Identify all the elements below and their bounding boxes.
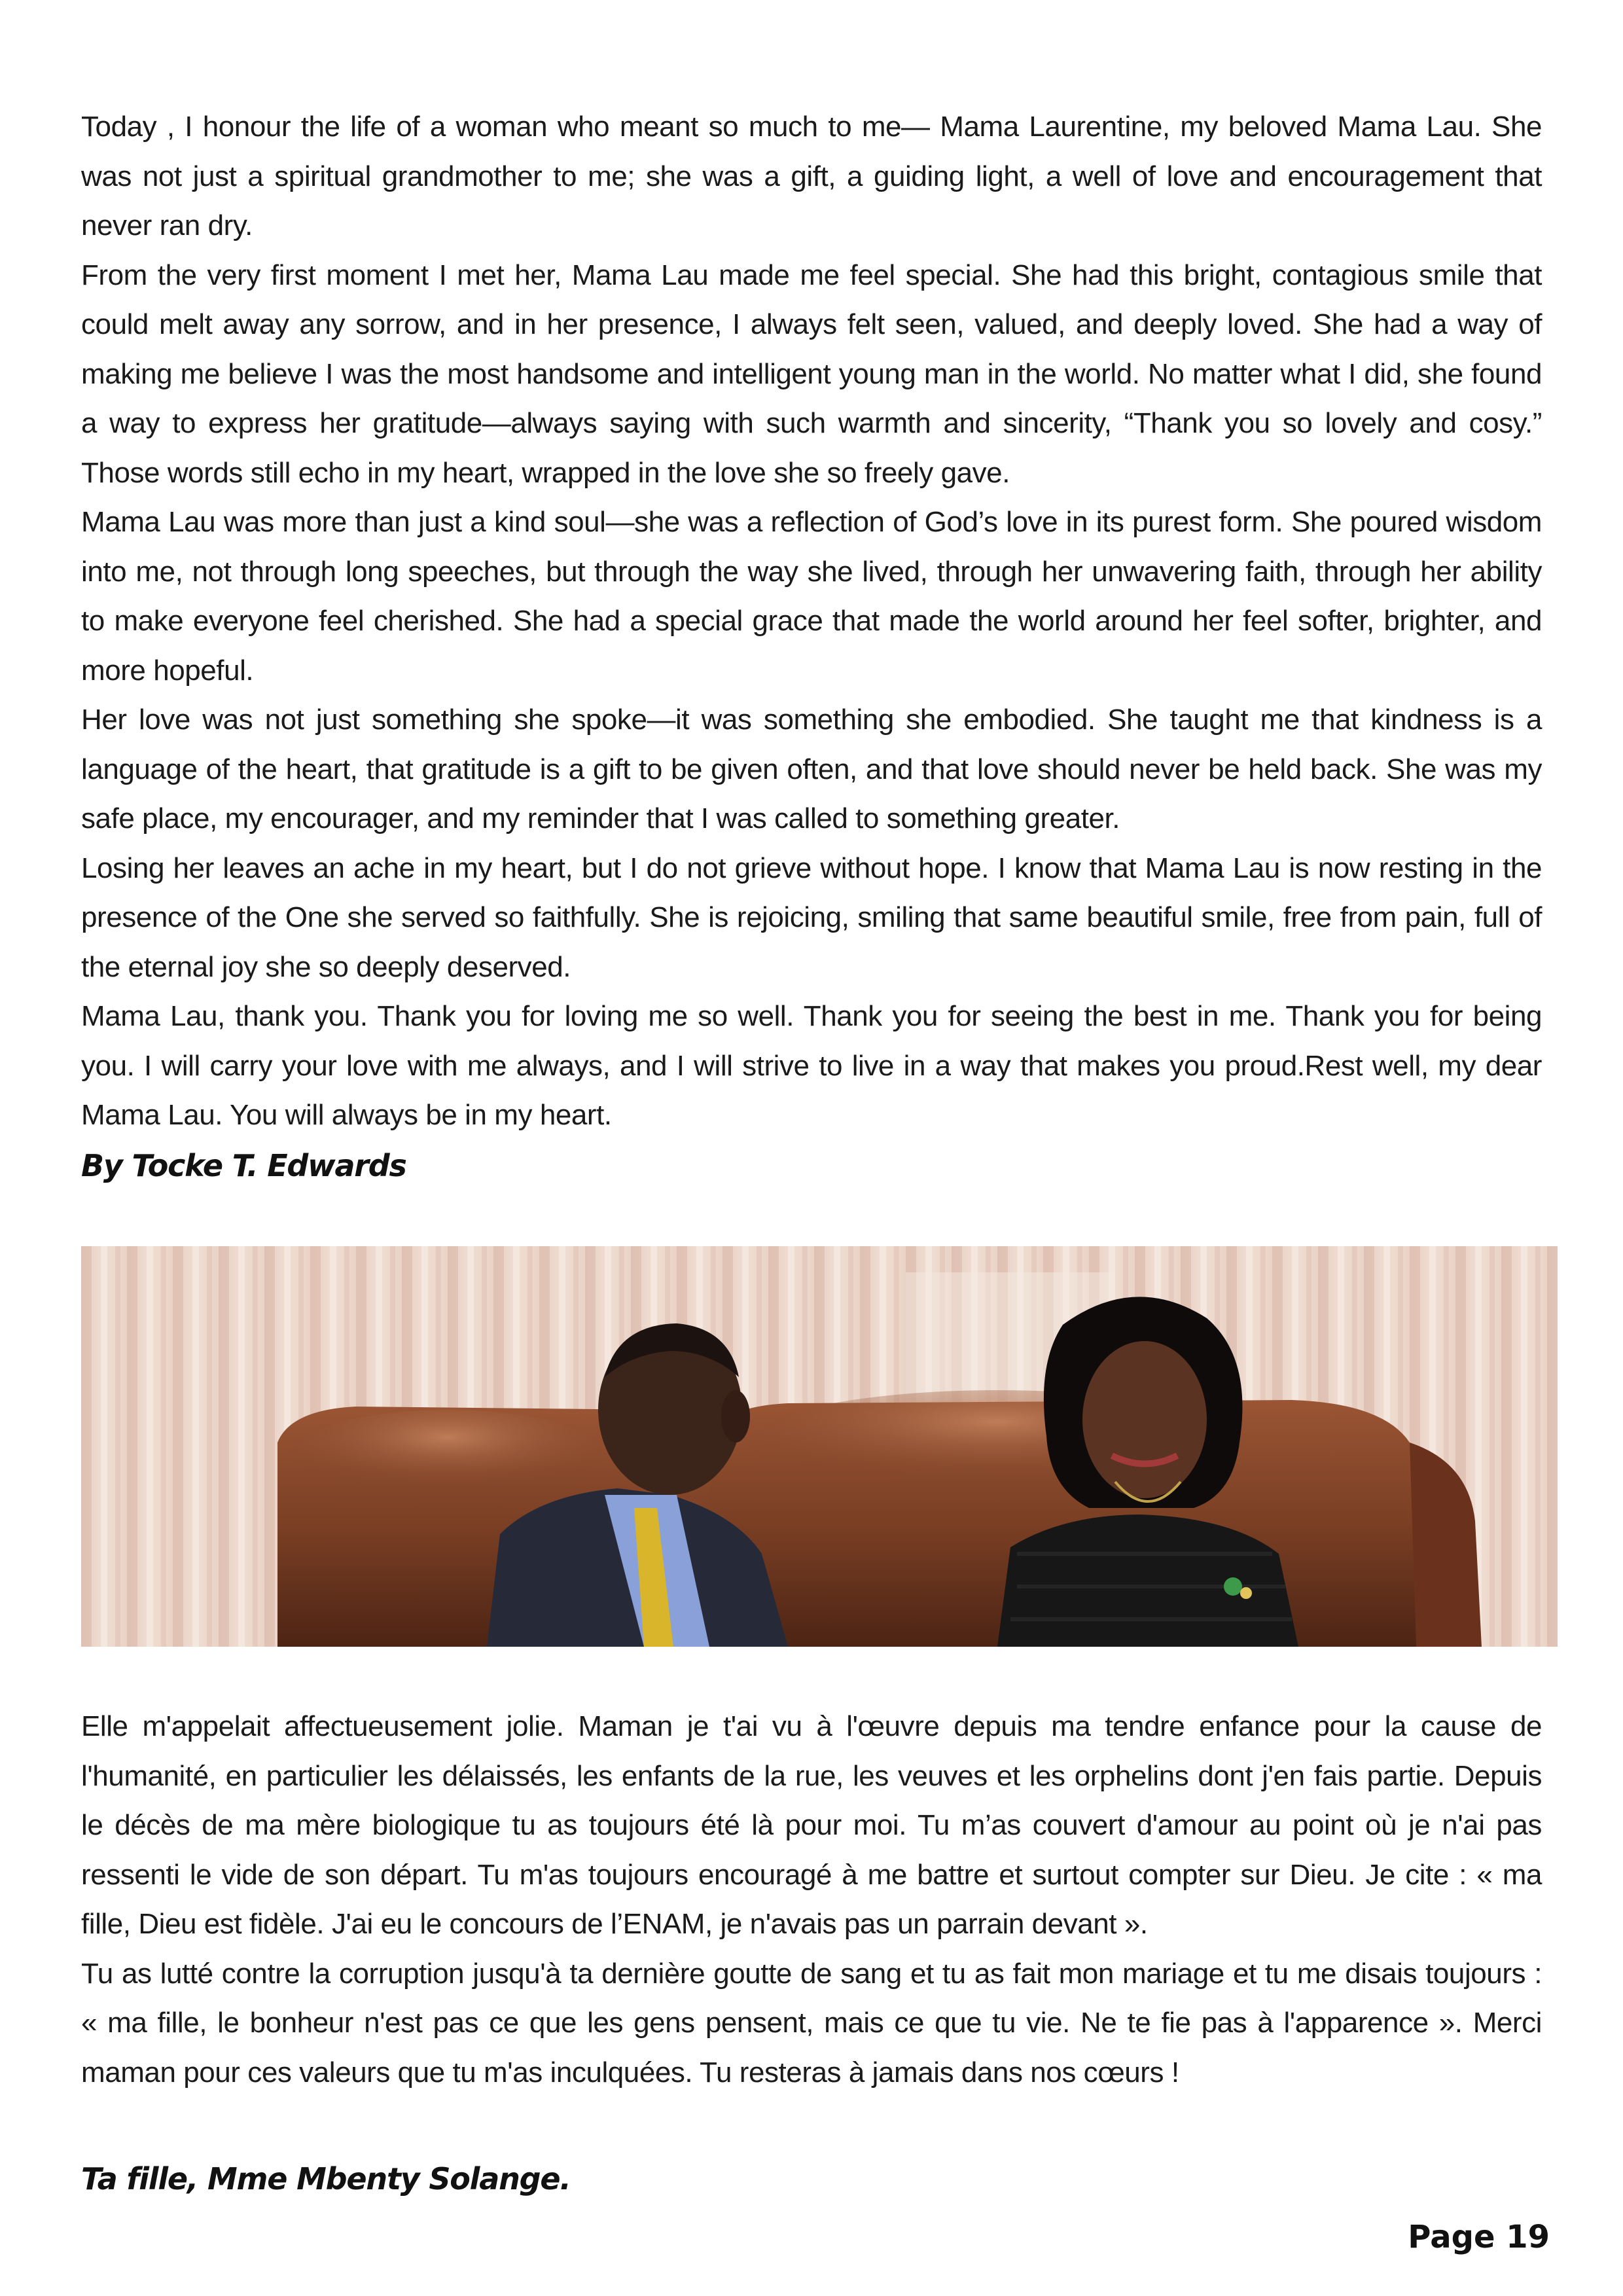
tribute-paragraph: Losing her leaves an ache in my heart, but I do not grieve without hope. I know that Mama Lau is now resting in the presence of the One she served so faithfully. She is rejoicing, smiling that same beautiful smile, free from pain, full of the eternal joy she so deeply deserved. [81, 852, 1542, 983]
tribute-paragraph: Her love was not just something she spoke—it was something she embodied. She taught me that kindness is a language of the heart, that gratitude is a gift to be given often, and that love should never be held back. She was my safe place, my encourager, and my reminder that I was called to something greater. [81, 704, 1542, 834]
tribute-paragraph: From the very first moment I met her, Mama Lau made me feel special. She had this bright, contagious smile that could melt away any sorrow, and in her presence, I always felt seen, valued, and deeply loved. She had a way of making me believe I was the most handsome and intelligent young man in the world. No matter what I did, she found a way to express her gratitude—always saying with such warmth and sincerity, “Thank you so lovely and cosy.” Those words still echo in my heart, wrapped in the love she so freely gave. [81, 259, 1542, 489]
couple-photo [81, 1246, 1558, 1647]
tribute-paragraph: Mama Lau was more than just a kind soul—she was a reflection of God’s love in its purest form. She poured wisdom into me, not through long speeches, but through the way she lived, through her unwavering faith, through her ability to make everyone feel cherished. She had a special grace that made the world around her feel softer, brighter, and more hopeful. [81, 506, 1542, 687]
tribute-paragraph: Today , I honour the life of a woman who meant so much to me— Mama Laurentine, my beloved Mama Lau. She was not just a spiritual grandmother to me; she was a gift, a guiding light, a well of love and encouragement that never ran dry. [81, 111, 1542, 242]
tribute-paragraph: Elle m'appelait affectueusement jolie. Maman je t'ai vu à l'œuvre depuis ma tendre enfance pour la cause de l'humanité, en particulier les délaissés, les enfants de la rue, les veuves et les orphelins dont j'en fais partie. Depuis le décès de ma mère biologique tu as toujours été là pour moi. Tu m’as couvert d'amour au point où je n'ai pas ressenti le vide de son départ. Tu m'as toujours encouragé à me battre et surtout compter sur Dieu. Je cite : « ma fille, Dieu est fidèle. J'ai eu le concours de l’ENAM, je n'avais pas un parrain devant ». [81, 1710, 1542, 1940]
english-signature: By Tocke T. Edwards [81, 1148, 406, 1183]
english-tribute [81, 102, 1542, 1140]
tribute-paragraph: Tu as lutté contre la corruption jusqu'à ta dernière goutte de sang et tu as fait mon mariage et tu me disais toujours : « ma fille, le bonheur n'est pas ce que les gens pensent, mais ce que tu vie. Ne te fie pas à l'apparence ». Merci maman pour ces valeurs que tu m'as inculquées. Tu resteras à jamais dans nos cœurs ! [81, 1957, 1542, 2089]
page-number: Page 19 [1408, 2219, 1550, 2255]
tribute-paragraph: Mama Lau, thank you. Thank you for loving me so well. Thank you for seeing the best in me. Thank you for being you. I will carry your love with me always, and I will strive to live in a way that makes you proud.Rest well, my dear Mama Lau. You will always be in my heart. [81, 1000, 1542, 1131]
french-tribute [81, 1702, 1542, 2097]
french-signature: Ta fille, Mme Mbenty Solange. [81, 2161, 571, 2197]
